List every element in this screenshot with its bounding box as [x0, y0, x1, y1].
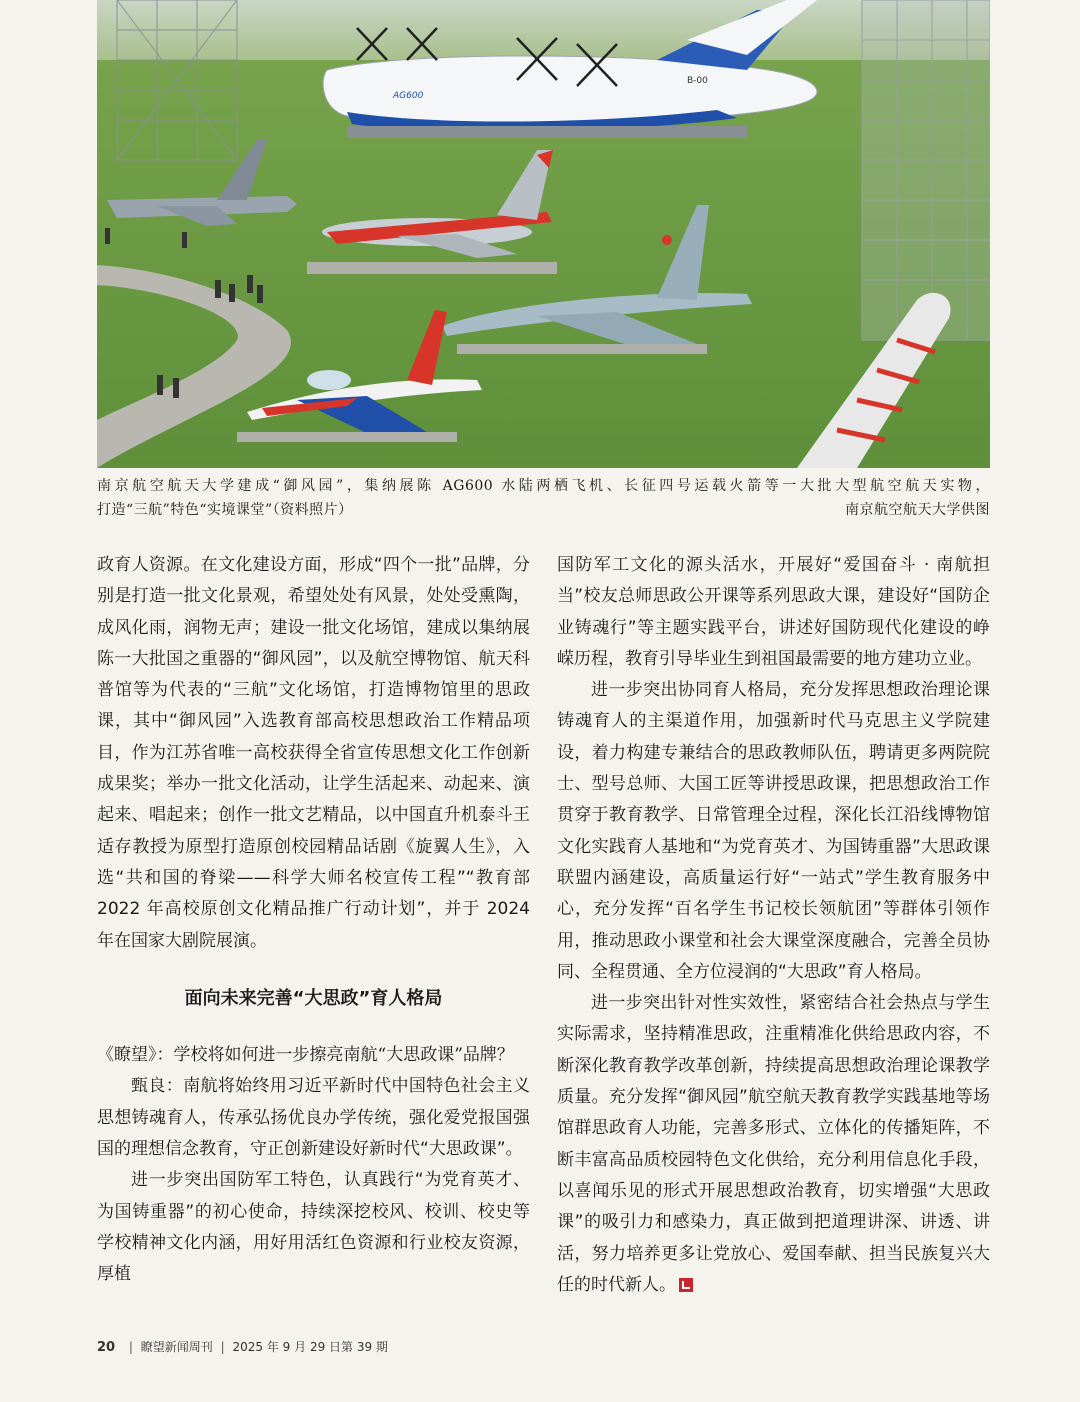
photo-credit: 南京航空航天大学供图 [845, 502, 990, 518]
aircraft-exhibition-photo [97, 0, 990, 468]
section-heading: 面向未来完善“大思政”育人格局 [184, 987, 443, 1009]
paragraph: 进一步突出国防军工特色，认真践行“为党育英才、为国铸重器”的初心使命，持续深挖校风、校训、校史等学校精神文化内涵，用好用活红色资源和行业校友资源，厚植 [97, 1170, 530, 1285]
article-end-mark-icon [679, 1278, 693, 1292]
caption-text: 打造“三航”特色“实境课堂”（资料照片） [97, 502, 353, 518]
page-footer: 20 | 瞭望新闻周刊 | 2025 年 9 月 29 日第 39 期 [97, 1340, 388, 1355]
photo-caption [97, 474, 990, 522]
interview-question: 《瞭望》：学校将如何进一步擦亮南航“大思政课”品牌？ [97, 1045, 514, 1066]
seaplane-tail-number: B-00 [687, 76, 708, 86]
caption-line-2 [97, 498, 990, 522]
issue-date: 2025 年 9 月 29 日第 39 期 [232, 1340, 388, 1354]
page-number: 20 [97, 1340, 116, 1355]
paragraph: 甄良：南航将始终用习近平新时代中国特色社会主义思想铸魂育人，传承弘扬优良办学传统，强化爱党报国强国的理想信念教育，守正创新建设好新时代“大思政课”。 [97, 1076, 530, 1160]
paragraph [557, 988, 990, 1301]
paragraph: 政育人资源。在文化建设方面，形成“四个一批”品牌，分别是打造一批文化景观，希望处处有风景，处处受熏陶，成风化雨，润物无声；建设一批文化场馆，建成以集纳展陈一大批国之重器的“御风园”，以及航空博物馆、航天科普馆等为代表的“三航”文化场馆，打造博物馆里的思政课，其中“御风园”入选教育部高校思想政治工作精品项目，作为江苏省唯一高校获得全省宣传思想文化工作创新成果奖；举办一批文化活动，让学生活起来、动起来、演起来、唱起来；创作一批文艺精品，以中国直升机泰斗王适存教授为原型打造原创校园精品话剧《旋翼人生》，入选“共和国的脊梁——科学大师名校宣传工程”“教育部 2022 年高校原创文化精品推广行动计划”，并于 2024 年在国家大剧院展演。 [97, 555, 530, 951]
left-column [97, 550, 530, 1291]
right-column [557, 550, 990, 1301]
paragraph: 进一步突出协同育人格局，充分发挥思想政治理论课铸魂育人的主渠道作用，加强新时代马克思主义学院建设，着力构建专兼结合的思政教师队伍，聘请更多两院院士、型号总师、大国工匠等讲授思政课，把思想政治工作贯穿于教育教学、日常管理全过程，深化长江沿线博物馆文化实践育人基地和“为党育英才、为国铸重器”大思政课联盟内涵建设，高质量运行好“一站式”学生教育服务中心，充分发挥“百名学生书记校长领航团”等群体引领作用，推动思政小课堂和社会大课堂深度融合，完善全员协同、全程贯通、全方位浸润的“大思政”育人格局。 [557, 680, 990, 982]
paragraph-text: 进一步突出针对性实效性，紧密结合社会热点与学生实际需求，坚持精准思政，注重精准化供给思政内容，不断深化教育教学改革创新，持续提高思想政治理论课教学质量。充分发挥“御风园”航空航天教育教学实践基地等场馆群思政育人功能，完善多形式、立体化的传播矩阵，不断丰富高品质校园特色文化供给，充分利用信息化手段，以喜闻乐见的形式开展思想政治教育，切实增强“大思政课”的吸引力和感染力，真正做到把道理讲深、讲透、讲活，努力培养更多让党放心、爱国奉献、担当民族复兴大任的时代新人。 [557, 993, 990, 1295]
caption-line-1: 南京航空航天大学建成“御风园”，集纳展陈 AG600 水陆两栖飞机、长征四号运载火箭等一大批大型航空航天实物， [97, 478, 990, 494]
publication-name: 瞭望新闻周刊 [140, 1340, 213, 1354]
seaplane-model-label: AG600 [393, 91, 424, 101]
paragraph: 国防军工文化的源头活水，开展好“爱国奋斗 · 南航担当”校友总师思政公开课等系列思政大课，建设好“国防企业铸魂行”等主题实践平台，讲述好国防现代化建设的峥嵘历程，教育引导毕业生到祖国最需要的地方建功立业。 [557, 555, 990, 669]
